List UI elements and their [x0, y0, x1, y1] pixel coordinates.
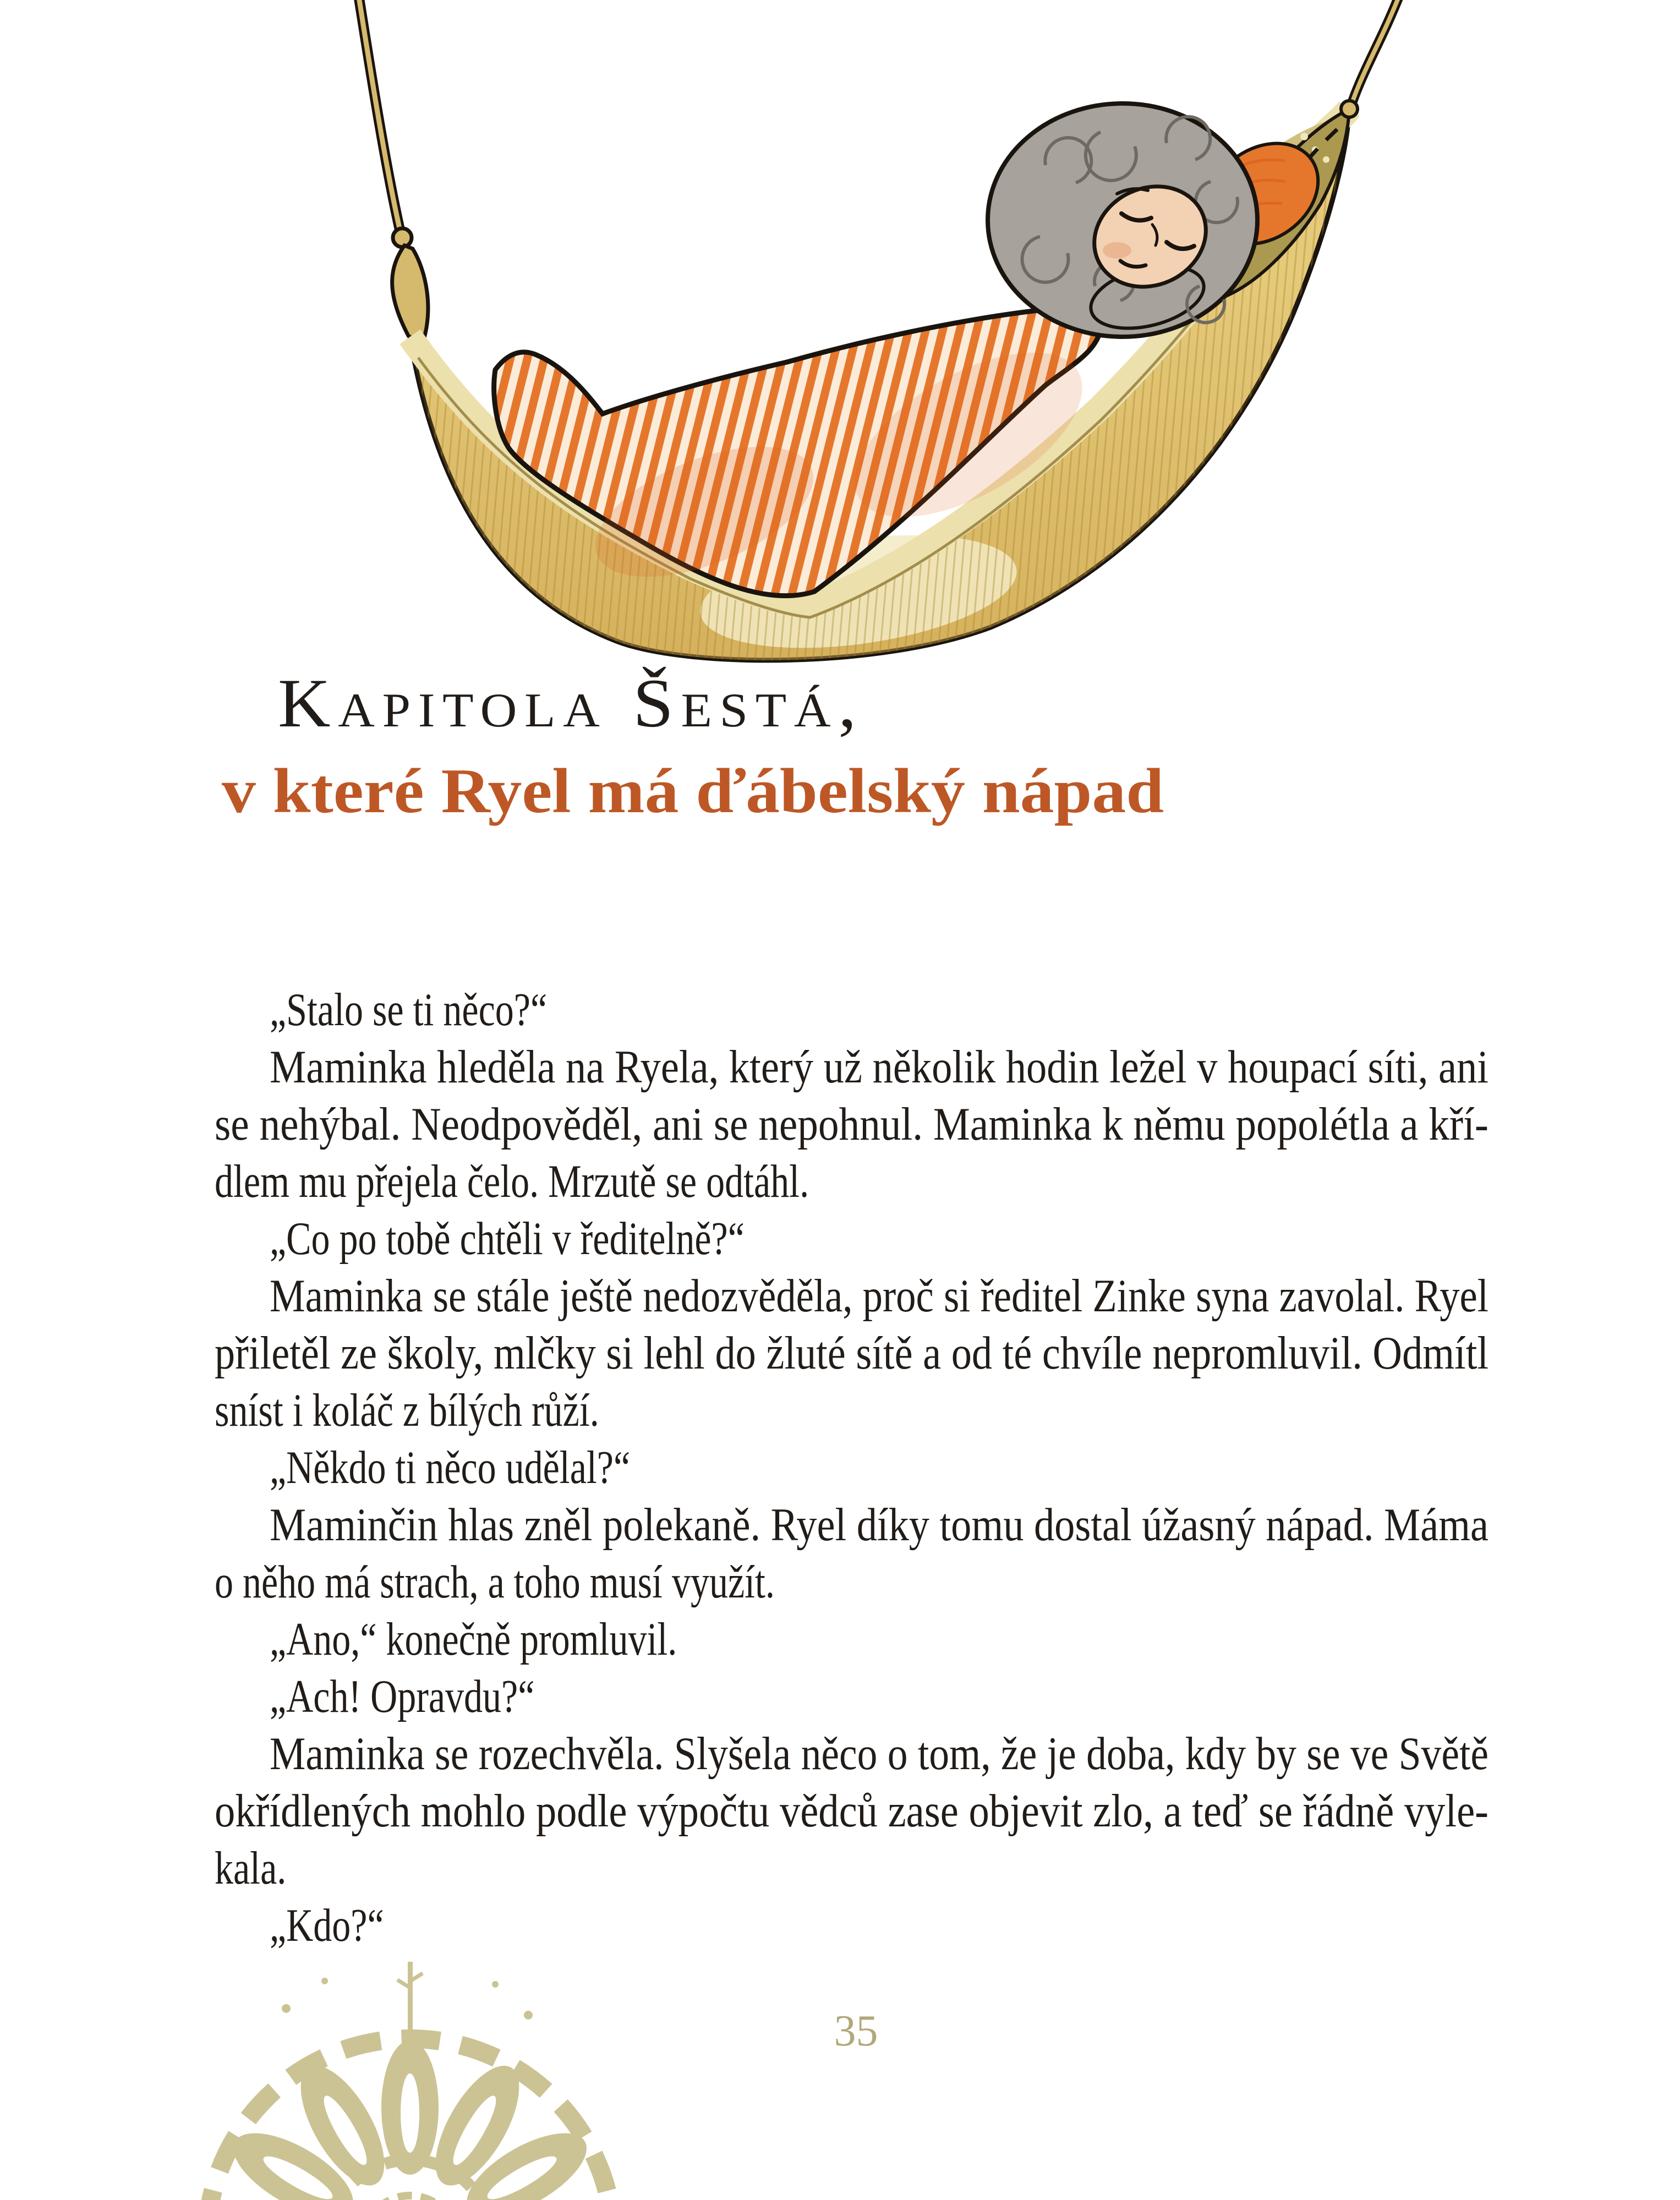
ornament-shapes	[206, 1962, 614, 2200]
body-line-text: dlem mu přejela čelo. Mrzutě se odtáhl.	[215, 1156, 809, 1207]
chapter-subtitle-text: v které Ryel má ďábelský nápad	[222, 756, 1164, 827]
body-line-text: Maminka se rozechvěla. Slyšela něco o tom, že je doba, kdy by se ve Světě	[270, 1728, 1489, 1780]
body-line-3	[215, 1096, 1489, 1153]
body-line-9	[215, 1439, 1489, 1496]
body-line-12	[215, 1611, 1489, 1668]
body-text	[215, 981, 1489, 1954]
body-line-text: sníst i koláč z bílých růží.	[215, 1384, 599, 1436]
body-line-text: kala.	[215, 1842, 287, 1894]
rosette-ornament	[154, 1958, 671, 2200]
chapter-title	[278, 665, 864, 746]
body-line-11	[215, 1553, 1489, 1611]
page-number: 35	[834, 2007, 878, 2055]
body-line-text: „Co po tobě chtěli v ředitelně?“	[270, 1213, 745, 1265]
body-line-text: Maminčin hlas zněl polekaně. Ryel díky tomu dostal úžasný nápad. Máma	[270, 1499, 1489, 1551]
body-line-text: „Kdo?“	[270, 1900, 384, 1951]
body-line-16	[215, 1840, 1489, 1897]
body-line-text: „Ano,“ konečně promluvil.	[270, 1613, 677, 1665]
body-line-6	[215, 1267, 1489, 1325]
body-line-text: Maminka se stále ještě nedozvěděla, proč si ředitel Zinke syna zavolal. Ryel	[270, 1270, 1489, 1322]
body-line-8	[215, 1382, 1489, 1439]
rope-right	[1341, 0, 1399, 117]
sleeping-figure-head	[988, 103, 1257, 339]
body-line-7	[215, 1325, 1489, 1382]
body-line-text: „Ach! Opravdu?“	[270, 1671, 535, 1722]
body-line-text: „Stalo se ti něco?“	[270, 984, 548, 1036]
body-line-text: Maminka hleděla na Ryela, který už několik hodin ležel v houpací síti, ani	[270, 1041, 1489, 1093]
body-line-text: okřídlených mohlo podle výpočtu vědců zase objevit zlo, a teď se řádně vyle-	[215, 1785, 1489, 1837]
body-line-15	[215, 1782, 1489, 1840]
body-line-5	[215, 1210, 1489, 1267]
knot-left	[393, 228, 412, 247]
body-line-text: „Někdo ti něco udělal?“	[270, 1442, 631, 1493]
rope-left	[359, 0, 428, 347]
body-line-text: se nehýbal. Neodpověděl, ani se nepohnul. Maminka k němu popolétla a kří-	[215, 1098, 1489, 1150]
body-line-10	[215, 1496, 1489, 1553]
chapter-subtitle	[222, 756, 1164, 831]
body-line-4	[215, 1153, 1489, 1210]
body-line-14	[215, 1725, 1489, 1782]
knot-right	[1341, 101, 1358, 117]
body-line-2	[215, 1038, 1489, 1096]
body-line-17	[215, 1897, 1489, 1954]
body-line-13	[215, 1668, 1489, 1725]
body-line-text: přiletěl ze školy, mlčky si lehl do žluté sítě a od té chvíle nepromluvil. Odmítl	[215, 1327, 1489, 1379]
body-line-text: o něho má strach, a toho musí využít.	[215, 1556, 775, 1608]
chapter-title-text: Kapitola Šestá,	[278, 665, 864, 742]
body-line-1	[215, 981, 1489, 1038]
cheek-blush	[1103, 242, 1131, 259]
ornament-petals	[208, 2040, 612, 2200]
hammock-illustration	[297, 0, 1464, 693]
